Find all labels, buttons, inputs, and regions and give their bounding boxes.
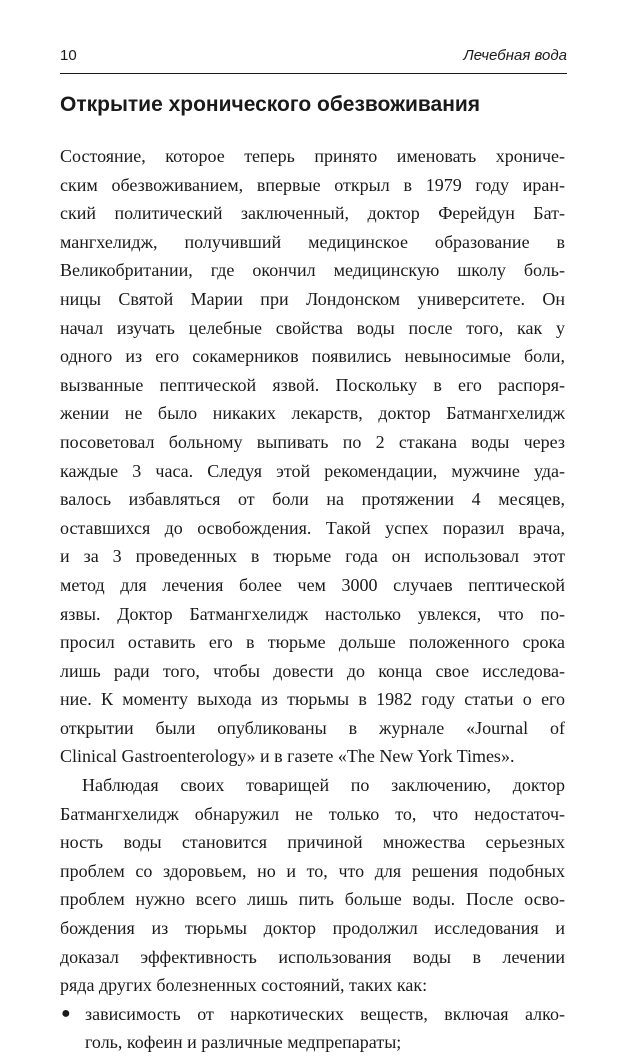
- text-line: проблем нужно всего лишь пить больше воды. После осво-: [60, 889, 565, 910]
- text-line: жении не было никаких лекарств, доктор Батмангхелидж: [60, 403, 565, 424]
- section-title: Открытие хронического обезвоживания: [60, 93, 481, 116]
- text-line: вызванные пептической язвой. Поскольку в его распоря-: [60, 374, 565, 395]
- text-line: Состояние, которое теперь принято именовать хрониче-: [60, 146, 565, 166]
- page-number: 10: [60, 47, 77, 64]
- text-line: язвы. Доктор Батмангхелидж настолько увлекся, что по-: [60, 603, 565, 624]
- running-title: Лечебная вода: [463, 47, 567, 64]
- bullet-list: [60, 1000, 565, 1057]
- text-line: ние. К моменту выхода из тюрьмы в 1982 году статьи о его: [60, 689, 565, 710]
- text-line: метод для лечения более чем 3000 случаев пептической: [60, 574, 565, 595]
- text-line: каждые 3 часа. Следуя этой рекомендации, мужчине уда-: [60, 460, 565, 481]
- text-line: Наблюдая своих товарищей по заключению, доктор: [82, 775, 565, 796]
- header-rule: [60, 73, 567, 74]
- text-line: ность воды становится причиной множества серьезных: [60, 832, 565, 853]
- bullet-text: зависимость от наркотических веществ, включая алко-: [85, 1003, 565, 1024]
- text-line: валось избавляться от боли на протяжении 4 месяцев,: [60, 489, 565, 510]
- text-line: бождения из тюрьмы доктор продолжил исследования и: [60, 918, 565, 939]
- text-line: [60, 1000, 565, 1029]
- text-line: одного из его сокамерников появились невыносимые боли,: [60, 346, 565, 367]
- text-line: мангхелидж, получивший медицинское образование в: [60, 231, 565, 252]
- text-line: доказал эффективность использования воды в лечении: [60, 946, 565, 967]
- text-line: ницы Святой Марии при Лондонском университете. Он: [60, 288, 565, 309]
- text-line: голь, кофеин и различные медпрепараты;: [85, 1032, 402, 1053]
- list-item: [60, 1000, 565, 1057]
- text-line: начал изучать целебные свойства воды после того, как у: [60, 317, 565, 338]
- text-line: оставшихся до освобождения. Такой успех поразил врача,: [60, 517, 565, 538]
- paragraph-1: [60, 142, 565, 771]
- text-line: просил оставить его в тюрьме дольше положенного срока: [60, 632, 565, 653]
- text-line: ряда других болезненных состояний, таких как:: [60, 975, 428, 996]
- text-line: Clinical Gastroenterology» и в газете «The New York Times».: [60, 746, 515, 767]
- bullet-icon: ●: [61, 1004, 71, 1022]
- text-line: лишь ради того, чтобы довести до конца свое исследова-: [60, 660, 565, 681]
- text-line: ский политический заключенный, доктор Ферейдун Бат-: [60, 203, 565, 224]
- text-line: и за 3 проведенных в тюрьме года он использовал этот: [60, 546, 565, 567]
- text-line: Батмангхелидж обнаружил не только то, что недостаточ-: [60, 803, 565, 824]
- body-text: [60, 142, 565, 1057]
- text-line: Великобритании, где окончил медицинскую школу боль-: [60, 260, 565, 281]
- text-line: ским обезвоживанием, впервые открыл в 1979 году иран-: [60, 174, 565, 195]
- text-line: открытии были опубликованы в журнале «Journal of: [60, 717, 565, 738]
- paragraph-2: [60, 771, 565, 1000]
- text-line: проблем со здоровьем, но и то, что для решения подобных: [60, 860, 565, 881]
- text-line: посоветовал больному выпивать по 2 стакана воды через: [60, 431, 565, 452]
